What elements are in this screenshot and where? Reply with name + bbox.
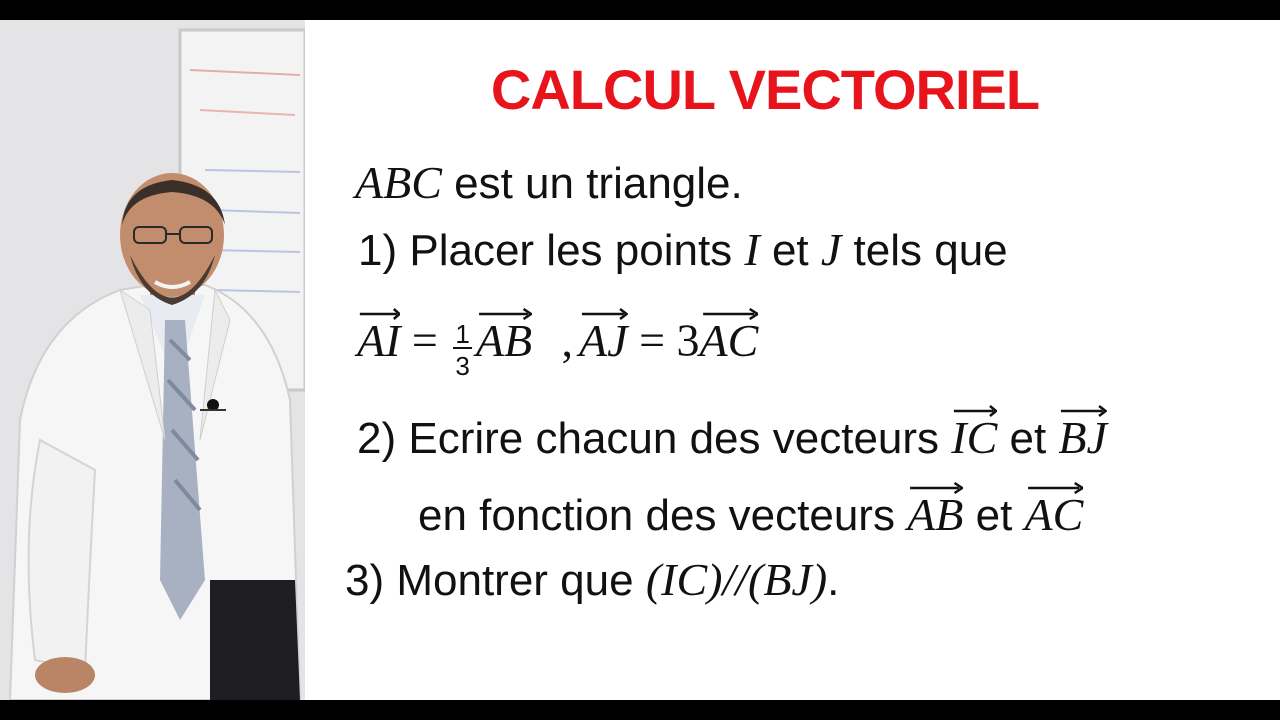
fraction-numerator: 1 xyxy=(455,319,470,349)
vector-ac-2: AC xyxy=(1025,492,1084,538)
presenter-photo xyxy=(0,20,305,700)
vector-arrow-icon xyxy=(909,482,963,494)
q3-lead: 3) Montrer que xyxy=(345,556,646,605)
question-1 xyxy=(358,224,1008,275)
vector-ab-2: AB xyxy=(907,492,963,538)
presenter-illustration xyxy=(0,20,305,700)
vector-ab: AB xyxy=(476,318,532,364)
separator: , xyxy=(550,314,574,366)
equals-three: = 3 xyxy=(627,314,700,366)
vector-arrow-icon xyxy=(478,308,532,320)
intro-line xyxy=(355,157,743,208)
intro-text: est un triangle. xyxy=(441,159,743,208)
question-3 xyxy=(345,554,840,605)
vector-arrow-icon xyxy=(581,308,628,320)
equals-sign: = xyxy=(400,314,450,366)
q2b-conj: et xyxy=(963,491,1025,540)
vector-bj: BJ xyxy=(1058,415,1107,461)
q1-conj: et xyxy=(759,226,821,275)
q2-lead: 2) Ecrire chacun des vecteurs xyxy=(357,414,952,463)
point-i: I xyxy=(744,224,760,275)
q1-lead: 1) Placer les points xyxy=(358,226,745,275)
vector-equations xyxy=(357,314,759,381)
vector-arrow-icon xyxy=(953,405,997,417)
q1-tail: tels que xyxy=(841,226,1008,275)
q3-tail: . xyxy=(827,556,840,605)
question-2-line-1 xyxy=(357,412,1107,463)
question-2-line-2 xyxy=(418,489,1084,540)
vector-arrow-icon xyxy=(1060,405,1107,417)
vector-arrow-icon xyxy=(702,308,759,320)
fraction-one-third xyxy=(453,321,471,379)
point-j: J xyxy=(820,224,842,275)
q2-conj: et xyxy=(997,414,1059,463)
vector-aj: AJ xyxy=(579,318,628,364)
q2b-lead: en fonction des vecteurs xyxy=(418,491,908,540)
video-frame xyxy=(0,20,1280,700)
vector-ai: AI xyxy=(357,318,400,364)
fraction-denominator: 3 xyxy=(455,351,470,381)
worksheet-title: CALCUL VECTORIEL xyxy=(490,58,1040,121)
vector-ac: AC xyxy=(700,318,759,364)
vector-arrow-icon xyxy=(1027,482,1084,494)
parallel-statement: (IC)//(BJ) xyxy=(645,554,828,605)
triangle-name: ABC xyxy=(355,157,442,208)
vector-ic: IC xyxy=(951,415,997,461)
vector-arrow-icon xyxy=(359,308,400,320)
